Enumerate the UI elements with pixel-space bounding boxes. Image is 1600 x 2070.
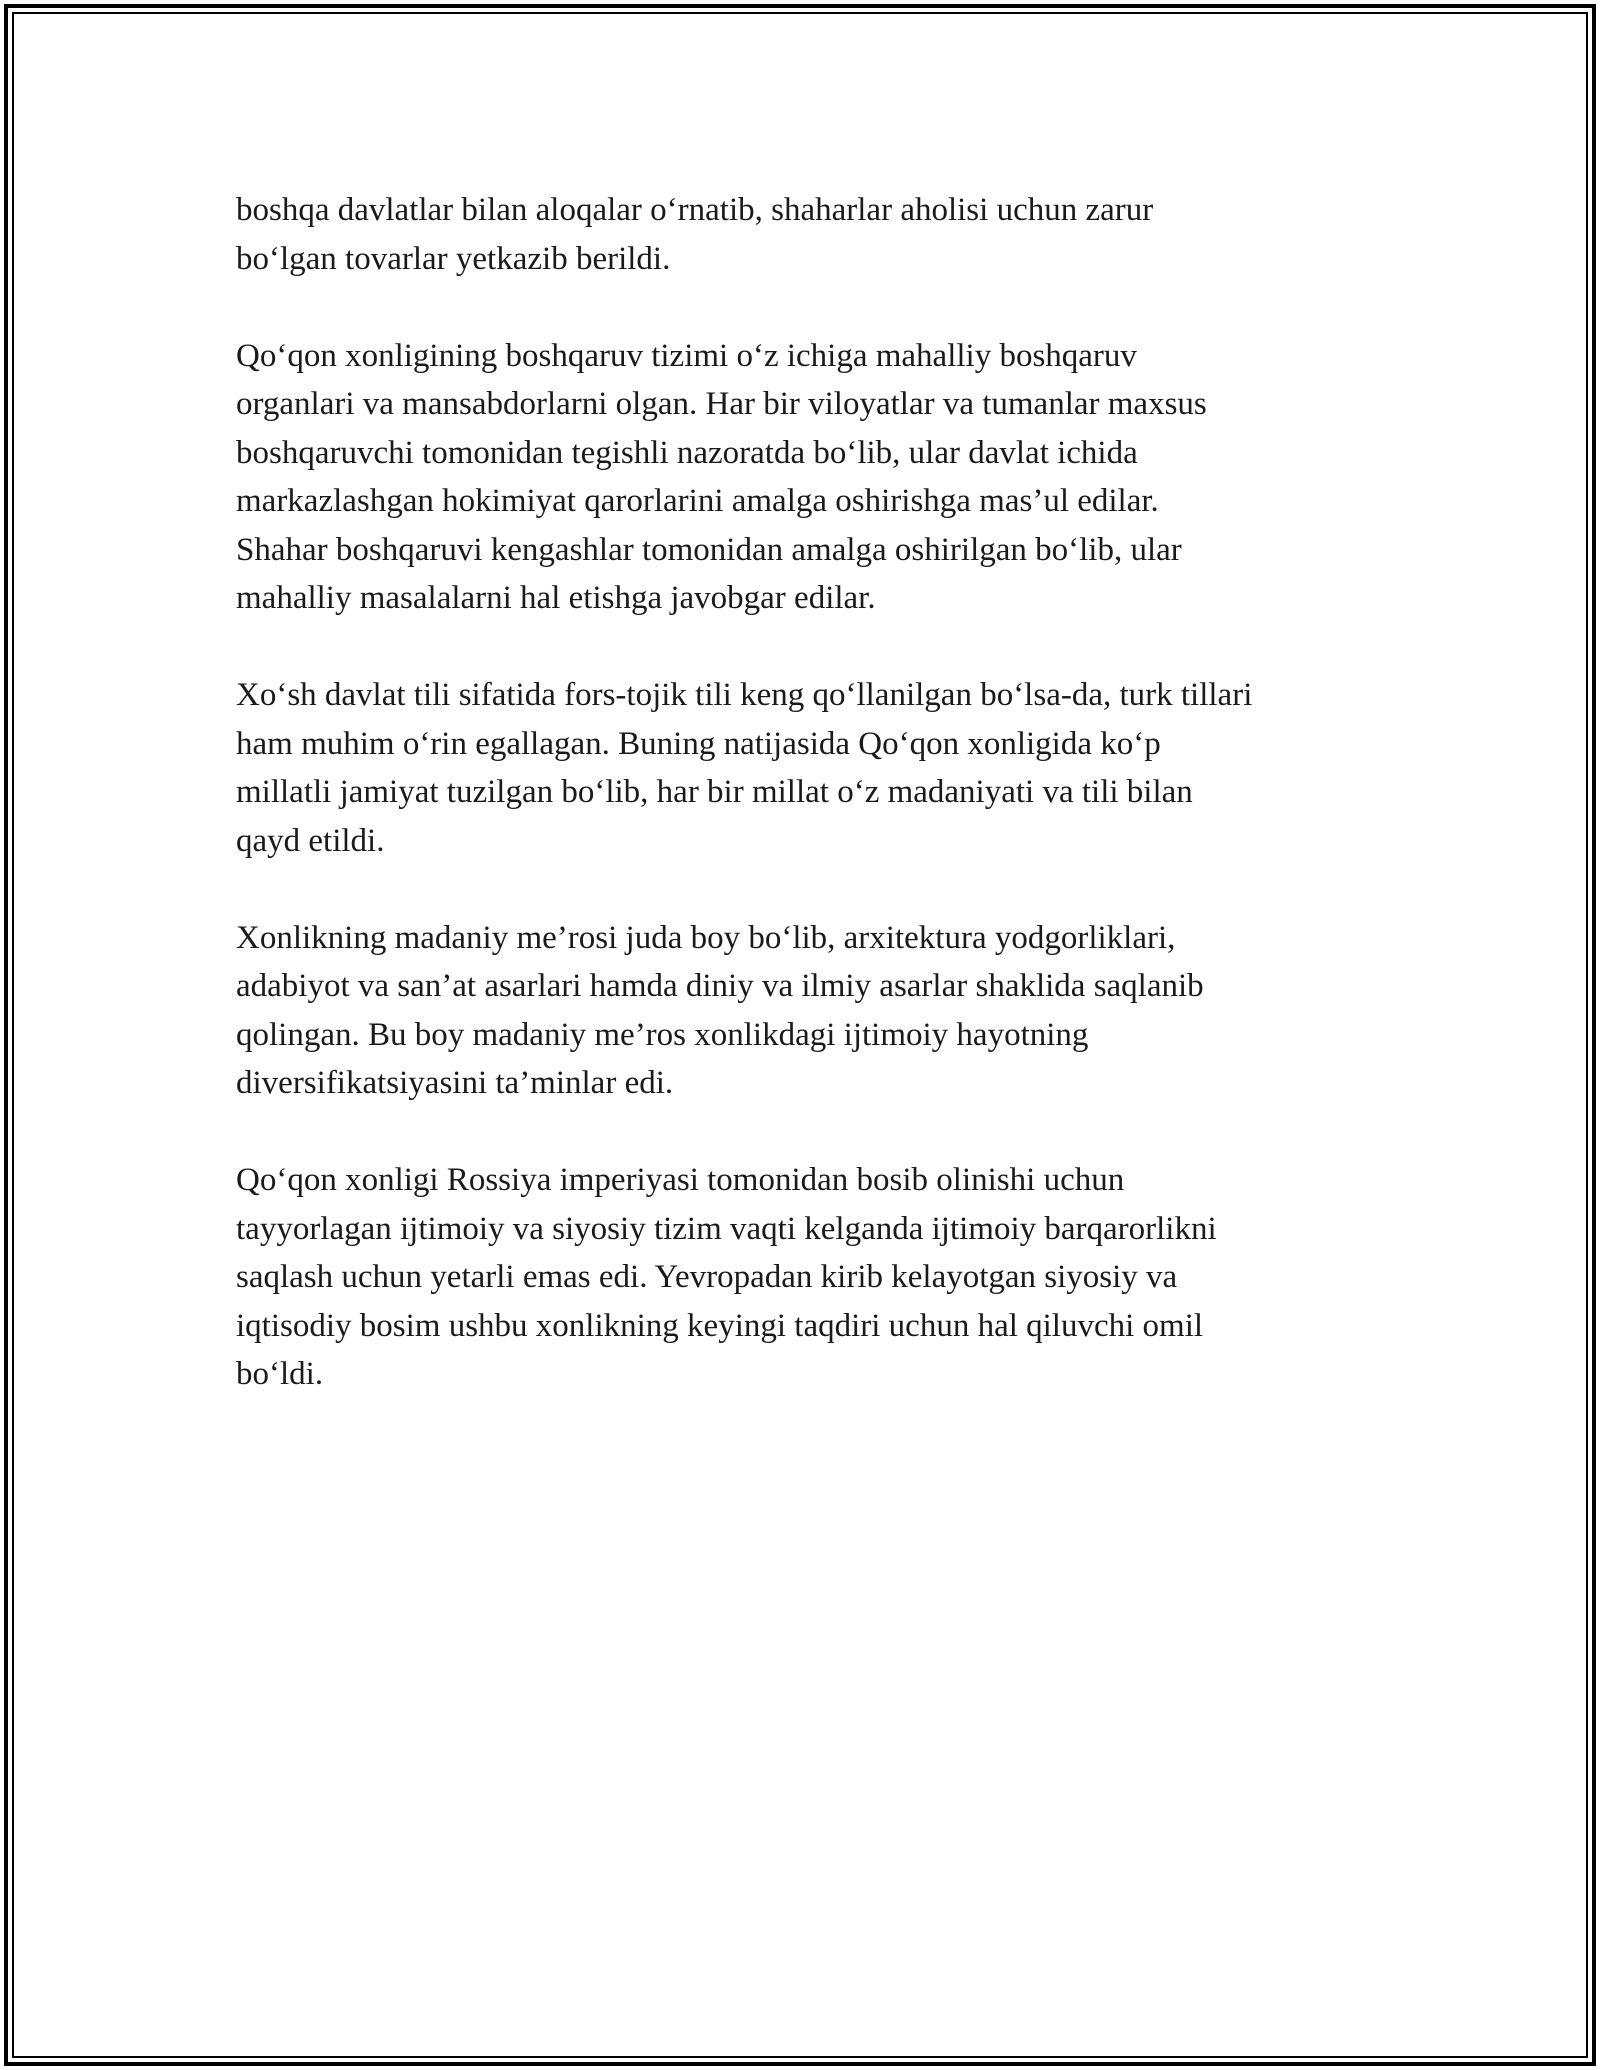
text-line: ham muhim o‘rin egallagan. Buning natijasida Qo‘qon xonligida ko‘p — [236, 725, 1161, 762]
text-line: iqtisodiy bosim ushbu xonlikning keyingi taqdiri uchun hal qiluvchi omil — [236, 1307, 1204, 1344]
text-line: organlari va mansabdorlarni olgan. Har bir viloyatlar va tumanlar maxsus — [236, 386, 1207, 422]
paragraph-3 — [236, 671, 1416, 865]
paragraph-5 — [236, 1156, 1416, 1399]
text-line: Xonlikning madaniy me’rosi juda boy bo‘lib, arxitektura yodgorliklari, — [236, 919, 1176, 956]
document-body — [236, 186, 1416, 1447]
text-line: millatli jamiyat tuzilgan bo‘lib, har bir millat o‘z madaniyati va tili bilan — [236, 774, 1193, 810]
text-line: diversifikatsiyasini ta’minlar edi. — [236, 1065, 674, 1101]
text-line: boshqaruvchi tomonidan tegishli nazoratda bo‘lib, ular davlat ichida — [236, 434, 1138, 471]
text-line: Qo‘qon xonligi Rossiya imperiyasi tomonidan bosib olinishi uchun — [236, 1162, 1125, 1198]
paragraph-4 — [236, 914, 1416, 1108]
text-line: Xo‘sh davlat tili sifatida fors-tojik tili keng qo‘llanilgan bo‘lsa-da, turk tillari — [236, 677, 1253, 713]
text-line: Qo‘qon xonligining boshqaruv tizimi o‘z ichiga mahalliy boshqaruv — [236, 337, 1137, 374]
text-line: mahalliy masalalarni hal etishga javobgar edilar. — [236, 580, 876, 616]
text-line: qayd etildi. — [236, 822, 385, 859]
text-line: adabiyot va san’at asarlari hamda diniy va ilmiy asarlar shaklida saqlanib — [236, 968, 1204, 1004]
text-line: qolingan. Bu boy madaniy me’ros xonlikdagi ijtimoiy hayotning — [236, 1016, 1089, 1053]
text-line: saqlash uchun yetarli emas edi. Yevropadan kirib kelayotgan siyosiy va — [236, 1259, 1178, 1295]
paragraph-2 — [236, 332, 1416, 623]
text-line: tayyorlagan ijtimoiy va siyosiy tizim vaqti kelganda ijtimoiy barqarorlikni — [236, 1210, 1217, 1247]
paragraph-1 — [236, 186, 1416, 283]
text-line: bo‘lgan tovarlar yetkazib berildi. — [236, 240, 671, 277]
text-line: Shahar boshqaruvi kengashlar tomonidan amalga oshirilgan bo‘lib, ular — [236, 531, 1182, 568]
text-line: boshqa davlatlar bilan aloqalar o‘rnatib, shaharlar aholisi uchun zarur — [236, 192, 1154, 228]
text-line: markazlashgan hokimiyat qarorlarini amalga oshirishga mas’ul edilar. — [236, 483, 1159, 519]
text-line: bo‘ldi. — [236, 1356, 324, 1392]
